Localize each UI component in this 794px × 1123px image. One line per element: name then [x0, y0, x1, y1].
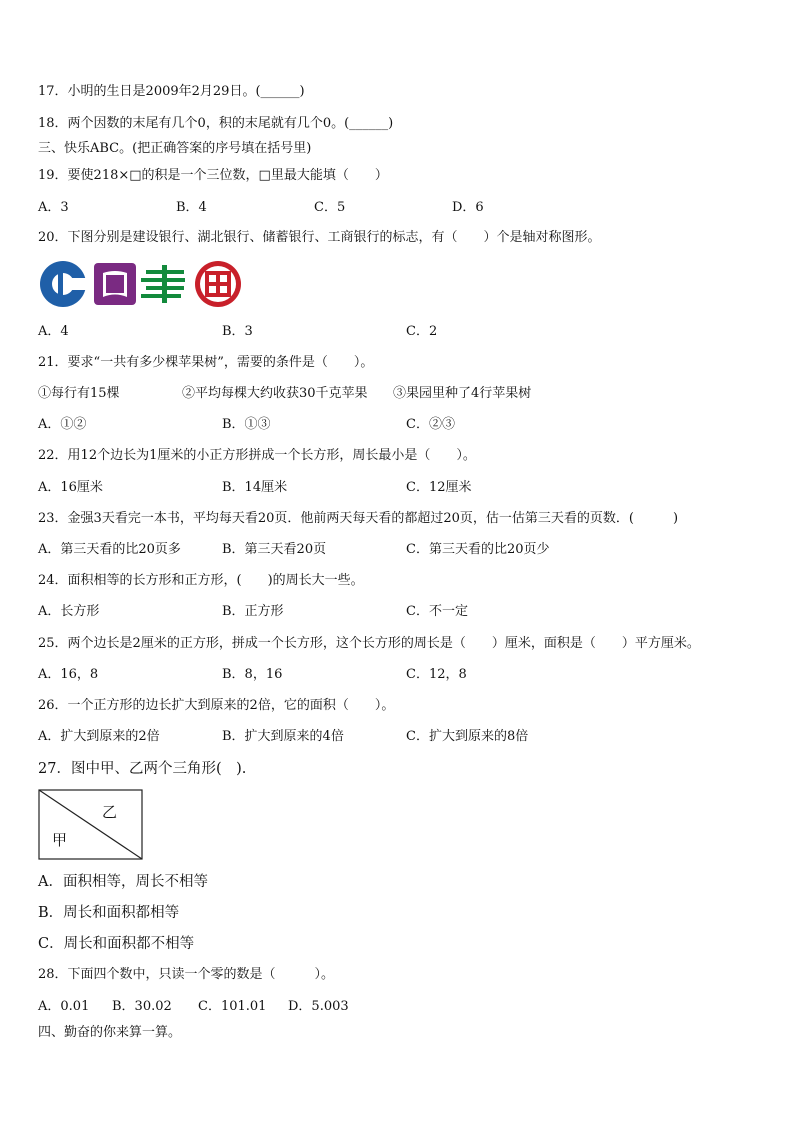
triangle-figure: [38, 789, 144, 865]
question-19: 19．要使218×□的积是一个三位数，□里最大能填（ ）: [38, 168, 388, 183]
label-yi: 乙: [102, 803, 118, 821]
option-c: C．扩大到原来的8倍: [406, 729, 529, 744]
option-a: A．4: [38, 324, 69, 339]
option-a: A．16，8: [38, 667, 99, 682]
option-c: C．5: [314, 200, 346, 215]
condition-1: ①每行有15棵: [38, 386, 120, 401]
option-b: B．扩大到原来的4倍: [222, 729, 344, 744]
option-a: A．①②: [38, 417, 87, 432]
question-27-option-b: B．周长和面积都相等: [38, 905, 180, 921]
question-28: 28．下面四个数中，只读一个零的数是（ ）。: [38, 967, 335, 982]
option-a: A．16厘米: [38, 480, 103, 495]
icbc-logo: [195, 261, 241, 307]
condition-2: ②平均每棵大约收获30千克苹果: [182, 386, 368, 401]
ccb-logo: [40, 261, 88, 307]
option-d: D．6: [452, 200, 484, 215]
hubei-bank-logo: [94, 263, 136, 305]
option-c: C．不一定: [406, 604, 468, 619]
postal-savings-logo: [141, 265, 185, 303]
section-3-heading: 三、快乐ABC。(把正确答案的序号填在括号里): [38, 141, 312, 156]
option-a: A．长方形: [38, 604, 100, 619]
option-a: A．3: [38, 200, 69, 215]
option-b: B．①③: [222, 417, 271, 432]
option-b: B．第三天看20页: [222, 542, 327, 557]
option-b: B．30.02: [112, 999, 172, 1014]
question-25: 25．两个边长是2厘米的正方形，拼成一个长方形，这个长方形的周长是（ ）厘米，面积是（ ）平方厘米。: [38, 636, 700, 651]
option-c: C．101.01: [198, 999, 267, 1014]
option-b: B．14厘米: [222, 480, 288, 495]
question-27: 27．图中甲、乙两个三角形( ).: [38, 761, 247, 777]
option-c: C．2: [406, 324, 438, 339]
question-20: 20．下图分别是建设银行、湖北银行、储蓄银行、工商银行的标志，有（ ）个是轴对称图形。: [38, 230, 601, 245]
option-a: A．0.01: [38, 999, 90, 1014]
section-4-heading: 四、勤奋的你来算一算。: [38, 1025, 182, 1040]
option-c: C．12，8: [406, 667, 467, 682]
label-jia: 甲: [52, 831, 68, 849]
bank-logos: [38, 259, 248, 309]
option-c: C．12厘米: [406, 480, 472, 495]
question-24: 24．面积相等的长方形和正方形，( )的周长大一些。: [38, 573, 364, 588]
question-26: 26．一个正方形的边长扩大到原来的2倍，它的面积（ ）。: [38, 698, 395, 713]
option-c: C．②③: [406, 417, 455, 432]
option-a: A．第三天看的比20页多: [38, 542, 181, 557]
question-18: 18．两个因数的末尾有几个0，积的末尾就有几个0。(______): [38, 116, 394, 131]
option-b: B．8，16: [222, 667, 283, 682]
question-22: 22．用12个边长为1厘米的小正方形拼成一个长方形，周长最小是（ ）。: [38, 448, 476, 463]
option-a: A．扩大到原来的2倍: [38, 729, 160, 744]
option-b: B．3: [222, 324, 253, 339]
question-27-option-a: A．面积相等，周长不相等: [38, 874, 208, 890]
question-21: 21．要求“一共有多少棵苹果树”，需要的条件是（ ）。: [38, 355, 374, 370]
condition-3: ③果园里种了4行苹果树: [393, 386, 532, 401]
question-27-option-c: C．周长和面积都不相等: [38, 936, 195, 952]
option-b: B．正方形: [222, 604, 284, 619]
option-d: D．5.003: [288, 999, 349, 1014]
option-c: C．第三天看的比20页少: [406, 542, 550, 557]
question-17: 17．小明的生日是2009年2月29日。(______): [38, 84, 305, 99]
question-23: 23．金强3天看完一本书，平均每天看20页．他前两天每天看的都超过20页，估一估第三天看的页数．( ): [38, 511, 679, 526]
option-b: B．4: [176, 200, 207, 215]
